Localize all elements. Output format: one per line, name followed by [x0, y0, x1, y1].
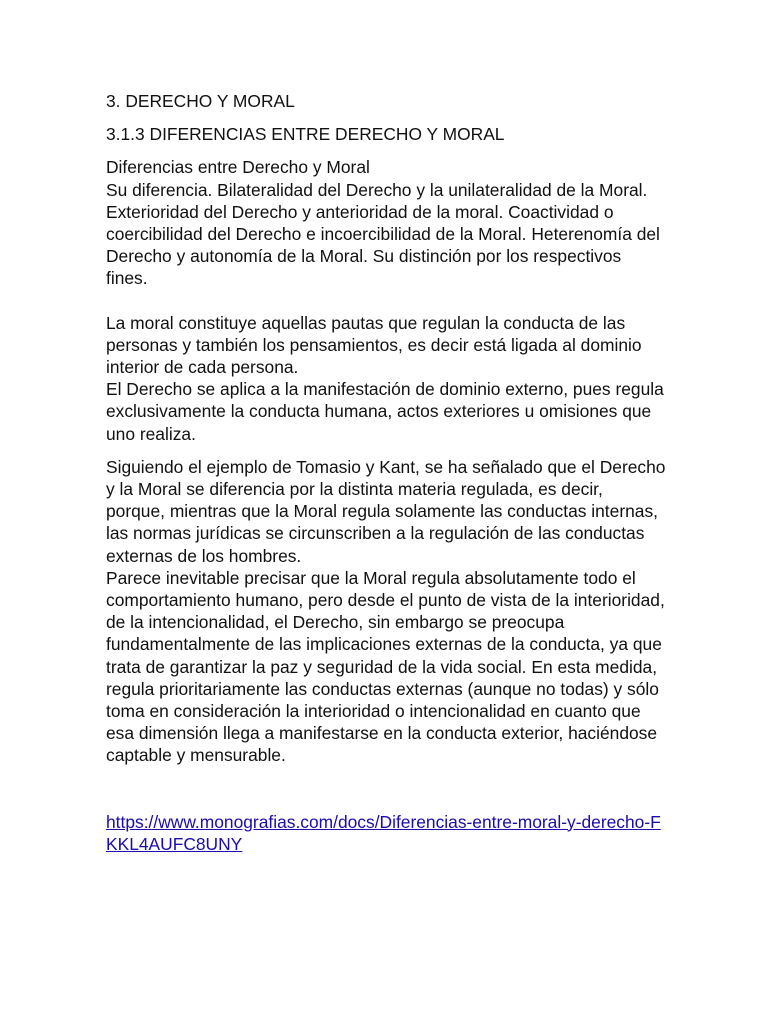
- source-paragraph: [106, 811, 666, 855]
- paragraph-title: Diferencias entre Derecho y Moral: [106, 157, 370, 178]
- paragraph-inevitable: Parece inevitable precisar que la Moral regula absolutamente todo el comportamiento humano, pero desde el punto de vista de la interioridad, de la intencionalidad, el Derecho, sin embargo se preocupa fundamentalmente de las implicaciones externas de la conducta, ya que trata de garantizar la paz y seguridad de la vida social. En esta medida, regula prioritariamente las conductas externas (aunque no todas) y sólo toma en consideración la interioridad o intencionalidad en cuanto que esa dimensión llega a manifestarse en la conducta exterior, haciéndose captable y mensurable.: [106, 567, 665, 766]
- blank-lines: [106, 767, 666, 811]
- document-body: [106, 90, 666, 855]
- paragraph-derecho: El Derecho se aplica a la manifestación de dominio externo, pues regula exclusivamente la conducta humana, actos exteriores u omisiones que uno realiza.: [106, 379, 664, 444]
- source-link[interactable]: https://www.monografias.com/docs/Diferencias-entre-moral-y-derecho-FKKL4AUFC8UNY: [106, 811, 661, 854]
- paragraph-differences: Su diferencia. Bilateralidad del Derecho y la unilateralidad de la Moral. Exterioridad del Derecho y anterioridad de la moral. Coactividad o coercibilidad del Derecho e incoercibilidad de la Moral. Heterenomía del Derecho y autonomía de la Moral. Su distinción por los respectivos fines.: [106, 179, 660, 289]
- paragraph-tomasio-kant: Siguiendo el ejemplo de Tomasio y Kant, se ha señalado que el Derecho y la Moral se diferencia por la distinta materia regulada, es decir, porque, mientras que la Moral regula solamente las conductas internas, las normas jurídicas se circunscriben a la regulación de las conductas externas de los hombres.: [106, 456, 666, 566]
- subsection-heading: 3.1.3 DIFERENCIAS ENTRE DERECHO Y MORAL: [106, 124, 505, 145]
- section-heading: 3. DERECHO Y MORAL: [106, 91, 295, 111]
- paragraph-moral: La moral constituye aquellas pautas que regulan la conducta de las personas y también los pensamientos, es decir está ligada al dominio interior de cada persona.: [106, 312, 642, 378]
- paragraph-gap: [106, 445, 666, 456]
- blank-line: [106, 290, 666, 312]
